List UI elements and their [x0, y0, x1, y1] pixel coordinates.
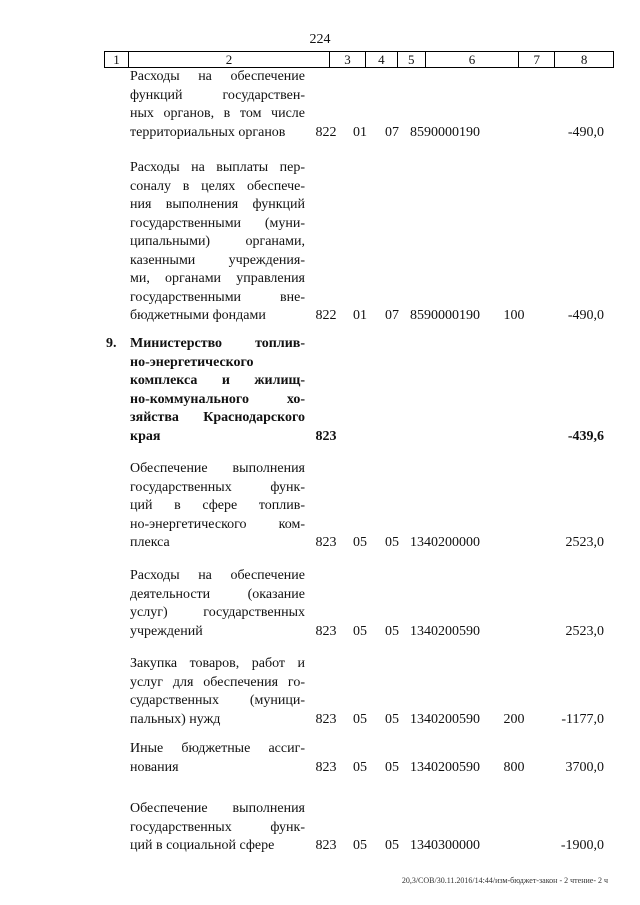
- row-cell-c4: 05: [353, 711, 367, 727]
- row-name-line: Обеспечение выполнения: [130, 801, 305, 816]
- row-name-line: сударственных (муници-: [130, 693, 305, 708]
- header-col-7: 7: [519, 52, 555, 67]
- header-col-5: 5: [398, 52, 426, 67]
- row-cell-c5: 05: [385, 759, 399, 775]
- row-cell-c3: 822: [315, 308, 337, 323]
- row-cell-c6: 1340200590: [410, 759, 480, 775]
- header-col-3: 3: [330, 52, 366, 67]
- row-cell-c6: 8590000190: [410, 308, 480, 323]
- row-name-line: Закупка товаров, работ и: [130, 656, 305, 671]
- row-name-line: территориальных органов: [130, 124, 286, 140]
- row-cell-c4: 05: [353, 623, 367, 639]
- row-cell-c8: 2523,0: [565, 535, 604, 550]
- row-cell-c8: -490,0: [567, 308, 604, 323]
- row-name-line: ципальными) органами,: [130, 234, 305, 249]
- row-name-line: Министерство топлив-: [130, 336, 305, 351]
- row-cell-c7: 800: [503, 759, 525, 775]
- row-name-line: плекса: [130, 535, 170, 550]
- header-col-8: 8: [580, 52, 588, 67]
- row-name-line: но-энергетического: [130, 354, 254, 370]
- row-name: [130, 655, 305, 729]
- row-name-line: государственных функ-: [130, 819, 305, 835]
- row-name: [130, 800, 305, 856]
- row-cell-c4: 01: [353, 308, 367, 323]
- row-cell-c5: 07: [385, 124, 399, 140]
- header-col-1: 1: [105, 52, 129, 67]
- row-cell-c3: 823: [315, 759, 337, 775]
- row-name-line: но-коммунального хо-: [130, 391, 305, 407]
- row-name-line: учреждений: [130, 623, 203, 639]
- row-cell-c8: 2523,0: [565, 623, 604, 639]
- row-cell-c6: 1340300000: [410, 838, 480, 853]
- row-cell-c5: 05: [385, 535, 399, 550]
- header-col-6: 6: [426, 52, 520, 67]
- row-name: [130, 460, 305, 553]
- row-name-line: ных органов, в том числе: [130, 106, 305, 121]
- row-name-line: государственных функ-: [130, 479, 305, 495]
- row-name-line: Иные бюджетные ассиг-: [130, 741, 305, 756]
- row-name: [130, 68, 305, 142]
- row-number: 9.: [106, 336, 117, 351]
- row-name-line: ния выполнения функций: [130, 197, 305, 212]
- row-name-line: ми, органами управления: [130, 271, 305, 286]
- row-cell-c4: 05: [353, 535, 367, 550]
- row-name-line: края: [130, 428, 161, 444]
- row-name-line: казенными учреждения-: [130, 252, 305, 268]
- row-cell-c4: 05: [353, 759, 367, 775]
- row-name-line: соналу в целях обеспече-: [130, 178, 305, 194]
- row-cell-c8: -1900,0: [560, 838, 604, 853]
- row-cell-c5: 05: [385, 711, 399, 727]
- footer-file-stamp: 20,3/СОВ/30.11.2016/14:44/изм-бюджет-закон - 2 чтение- 2 ч: [401, 876, 608, 885]
- row-name-line: Расходы на обеспечение: [130, 69, 305, 84]
- row-cell-c6: 1340200000: [410, 535, 480, 550]
- row-name: [130, 740, 305, 777]
- row-cell-c3: 823: [315, 838, 337, 853]
- row-name-line: пальных) нужд: [130, 711, 221, 727]
- row-cell-c4: 05: [353, 838, 367, 853]
- row-cell-c6: 8590000190: [410, 124, 480, 140]
- header-col-2: 2: [129, 52, 330, 67]
- row-cell-c3: 823: [315, 711, 337, 727]
- row-name-line: бюджетными фондами: [130, 308, 266, 323]
- row-name-line: функций государствен-: [130, 87, 305, 103]
- row-cell-c3: 823: [315, 535, 337, 550]
- row-name-line: нования: [130, 759, 179, 775]
- row-cell-c3: 822: [315, 124, 337, 140]
- row-name-line: деятельности (оказание: [130, 586, 305, 602]
- row-name: [130, 567, 305, 641]
- row-cell-c5: 05: [385, 623, 399, 639]
- row-name-line: Расходы на обеспечение: [130, 568, 305, 583]
- row-name-line: ций в социальной сфере: [130, 838, 275, 853]
- row-name-line: но-энергетического ком-: [130, 516, 305, 532]
- header-col-4: 4: [366, 52, 398, 67]
- row-cell-c3: 823: [315, 623, 337, 639]
- row-cell-c8: -439,6: [567, 428, 604, 444]
- row-name-line: ций в сфере топлив-: [130, 498, 305, 513]
- row-name-line: государственными (муни-: [130, 215, 305, 231]
- page-number: 224: [309, 32, 331, 47]
- row-cell-c7: 200: [503, 711, 525, 727]
- row-cell-c6: 1340200590: [410, 711, 480, 727]
- row-cell-c3: 823: [315, 428, 337, 444]
- row-name-line: зяйства Краснодарского: [130, 410, 305, 425]
- row-name-line: Расходы на выплаты пер-: [130, 160, 305, 175]
- row-name: [130, 159, 305, 326]
- row-cell-c7: 100: [503, 308, 525, 323]
- row-cell-c8: 3700,0: [565, 759, 604, 775]
- row-name-line: услуг) государственных: [130, 605, 305, 620]
- row-name-line: услуг для обеспечения го-: [130, 674, 305, 690]
- row-cell-c6: 1340200590: [410, 623, 480, 639]
- row-cell-c4: 01: [353, 124, 367, 140]
- row-cell-c8: -490,0: [567, 124, 604, 140]
- row-cell-c8: -1177,0: [561, 711, 604, 727]
- row-name: [130, 335, 305, 446]
- row-name-line: Обеспечение выполнения: [130, 461, 305, 476]
- row-cell-c5: 07: [385, 308, 399, 323]
- row-cell-c5: 05: [385, 838, 399, 853]
- row-name-line: государственными вне-: [130, 289, 305, 305]
- table-header: [104, 51, 614, 68]
- row-name-line: комплекса и жилищ-: [130, 373, 305, 388]
